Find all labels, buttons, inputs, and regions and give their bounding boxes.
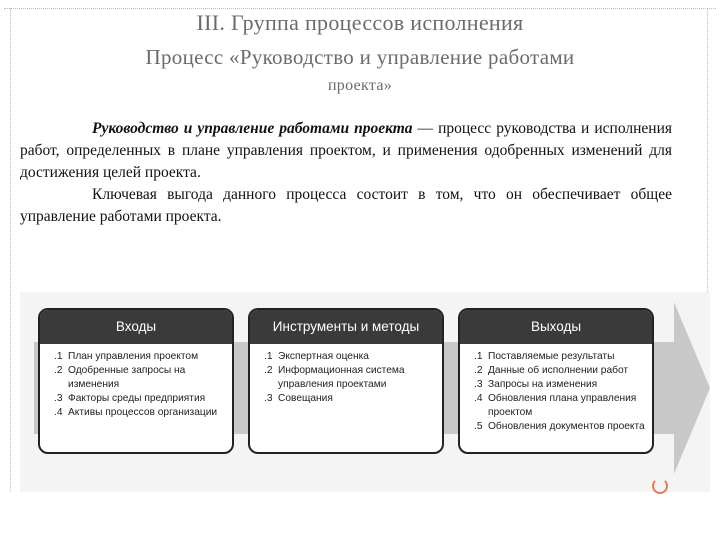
title-line-2: Процесс «Руководство и управление работами: [145, 45, 575, 69]
tools-box: [248, 308, 444, 454]
list-item: .1 План управления проектом: [54, 351, 199, 362]
title-line-1: III. Группа процессов исполнения: [196, 10, 524, 35]
outputs-box-title: Выходы: [460, 310, 652, 344]
list-item: .5 Обновления документов проекта: [474, 421, 645, 432]
slide-title: [0, 6, 720, 98]
list-item: .1 Экспертная оценка: [264, 351, 369, 362]
list-item: .3 Совещания: [264, 393, 333, 404]
process-diagram: [20, 292, 710, 492]
list-item: .4 Активы процессов организации: [54, 407, 218, 418]
benefit-paragraph: Ключевая выгода данного процесса состоит в том, что он обеспечивает общее управление работами проекта.: [20, 186, 672, 225]
decorative-circle-icon: [652, 478, 668, 494]
list-item: .4 Обновления плана управления проектом: [474, 393, 637, 418]
list-item: .2 Данные об исполнении работ: [474, 365, 629, 376]
title-line-3: проекта»: [327, 77, 393, 94]
tools-list: [250, 350, 442, 406]
body-text: [20, 118, 672, 228]
inputs-list: [40, 350, 232, 420]
list-item: .1 Поставляемые результаты: [474, 351, 615, 362]
list-item: .3 Факторы среды предприятия: [54, 393, 206, 404]
outputs-list: [460, 350, 652, 434]
outputs-box: [458, 308, 654, 454]
definition-term: Руководство и управление работами проекта: [92, 120, 413, 137]
list-item: .2 Одобренные запросы на изменения: [54, 365, 186, 390]
definition-paragraph: [20, 118, 672, 184]
inputs-box: [38, 308, 234, 454]
list-item: .2 Информационная система управления проектами: [264, 365, 405, 390]
definition-rest: — процесс руководства и исполнения работ, определенных в плане управления проектом, и применения одобренных изменений для достижения целей проекта.: [20, 120, 672, 181]
inputs-box-title: Входы: [40, 310, 232, 344]
tools-box-title: Инструменты и методы: [250, 310, 442, 344]
list-item: .3 Запросы на изменения: [474, 379, 598, 390]
